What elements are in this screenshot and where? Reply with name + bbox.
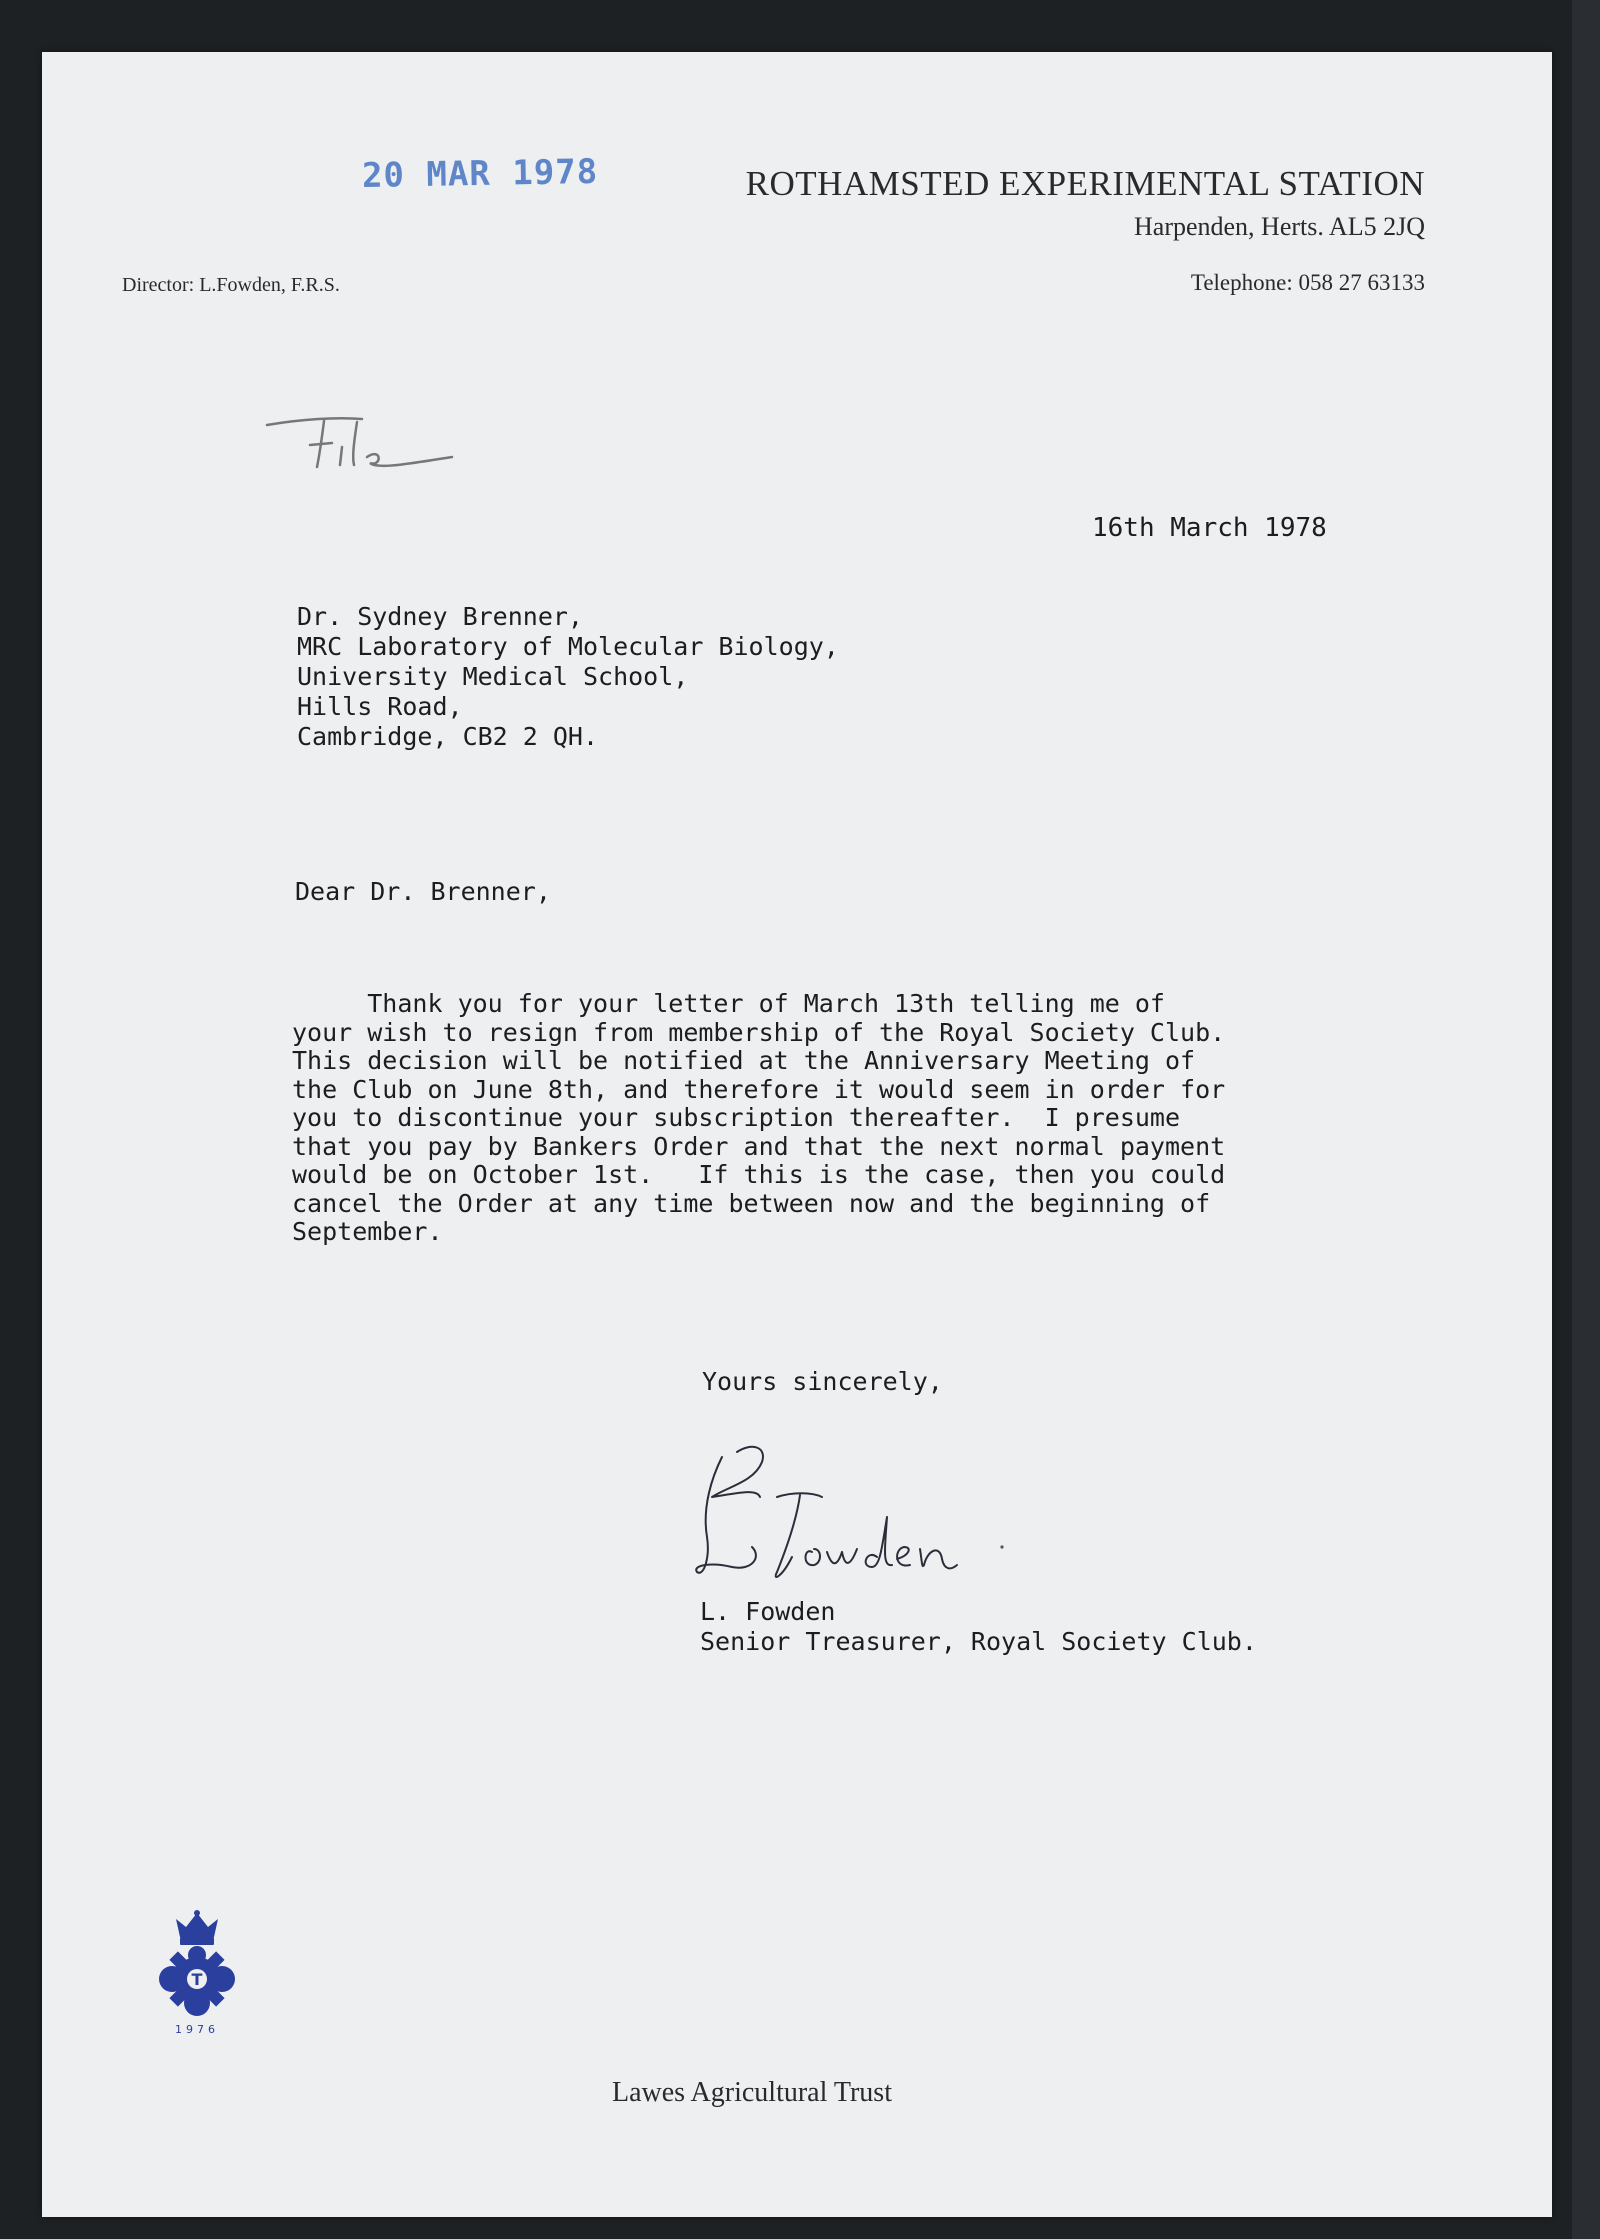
recipient-line: Hills Road, xyxy=(297,692,463,721)
received-date-stamp: 20 MAR 1978 xyxy=(361,151,599,197)
recipient-line: MRC Laboratory of Molecular Biology, xyxy=(297,632,839,661)
logo-letter: T xyxy=(191,1970,203,1989)
signer-title: Senior Treasurer, Royal Society Club. xyxy=(700,1627,1257,1656)
letterhead-telephone: Telephone: 058 27 63133 xyxy=(1190,270,1425,295)
footer-trust-name: Lawes Agricultural Trust xyxy=(612,2077,892,2108)
letter-date: 16th March 1978 xyxy=(1092,513,1327,543)
body-line: you to discontinue your subscription thereafter. I presume xyxy=(292,1103,1181,1132)
recipient-line: Cambridge, CB2 2 QH. xyxy=(297,722,599,751)
crown-emblem-icon xyxy=(152,1907,242,2037)
body-line: the Club on June 8th, and therefore it would seem in order for xyxy=(292,1074,1226,1104)
handwritten-signature-icon xyxy=(682,1437,1022,1587)
signer-name: L. Fowden xyxy=(700,1597,836,1626)
body-line: that you pay by Bankers Order and that the next normal payment xyxy=(292,1131,1226,1161)
file-note-scribble-icon xyxy=(262,407,462,477)
recipient-line: Dr. Sydney Brenner, xyxy=(297,602,583,631)
letterhead-station-name: ROTHAMSTED EXPERIMENTAL STATION xyxy=(745,164,1425,203)
signature xyxy=(682,1437,1022,1592)
logo-year: 1976 xyxy=(175,2023,219,2036)
recipient-address xyxy=(297,602,839,752)
body-line: would be on October 1st. If this is the case, then you could xyxy=(292,1160,1226,1189)
body-line: Thank you for your letter of March 13th telling me of xyxy=(292,989,1165,1018)
mount-board-edge xyxy=(1572,0,1600,2239)
body-line: September. xyxy=(292,1217,443,1246)
body-line: This decision will be notified at the Anniversary Meeting of xyxy=(292,1046,1196,1075)
letterhead-address: Harpenden, Herts. AL5 2JQ xyxy=(1134,212,1425,241)
closing: Yours sincerely, xyxy=(702,1367,943,1396)
recipient-line: University Medical School, xyxy=(297,662,689,691)
salutation: Dear Dr. Brenner, xyxy=(295,877,551,906)
body-line: your wish to resign from membership of the Royal Society Club. xyxy=(292,1017,1226,1047)
handwritten-file-note xyxy=(262,407,462,482)
letter-body xyxy=(292,990,1225,1247)
letterhead-director: Director: L.Fowden, F.R.S. xyxy=(122,274,340,296)
letter-page xyxy=(42,52,1552,2217)
body-line: cancel the Order at any time between now and the beginning of xyxy=(292,1188,1211,1218)
lawes-trust-logo xyxy=(152,1907,242,2042)
